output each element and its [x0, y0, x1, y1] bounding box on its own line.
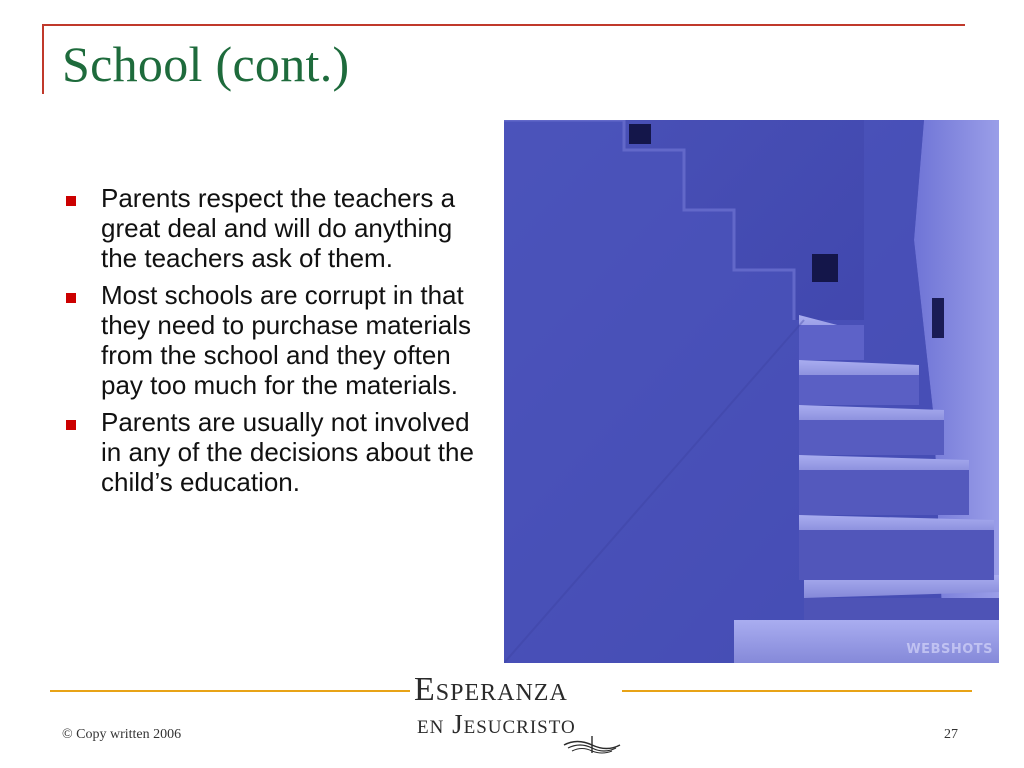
square-bullet-icon	[66, 196, 76, 206]
square-bullet-icon	[66, 420, 76, 430]
bullet-list	[64, 183, 494, 504]
frame-left-border	[42, 24, 44, 94]
bullet-item	[64, 407, 494, 497]
staircase-illustration	[504, 120, 999, 663]
frame-top-border	[43, 24, 965, 26]
esperanza-logo	[414, 670, 620, 754]
slide-title: School (cont.)	[62, 36, 350, 92]
square-bullet-icon	[66, 293, 76, 303]
bullet-text: Parents are usually not involved in any of the decisions about the child’s education.	[101, 407, 474, 497]
footer-rule-right	[622, 690, 972, 692]
bullet-text: Most schools are corrupt in that they need to purchase materials from the school and they often pay too much for the materials.	[101, 280, 471, 400]
staircase-photo	[504, 120, 999, 663]
copyright-text: © Copy written 2006	[62, 727, 182, 742]
logo-line-1: Esperanza	[414, 671, 568, 708]
bullet-text: Parents respect the teachers a great deal and will do anything the teachers ask of them.	[101, 183, 456, 273]
logo-line-2: en Jesucristo	[417, 709, 576, 739]
page-number: 27	[944, 727, 958, 742]
bullet-item	[64, 280, 494, 400]
photo-watermark: WEBSHOTS	[906, 642, 993, 657]
bullet-item	[64, 183, 494, 273]
footer-rule-left	[50, 690, 410, 692]
logo-waves-icon	[562, 736, 622, 754]
